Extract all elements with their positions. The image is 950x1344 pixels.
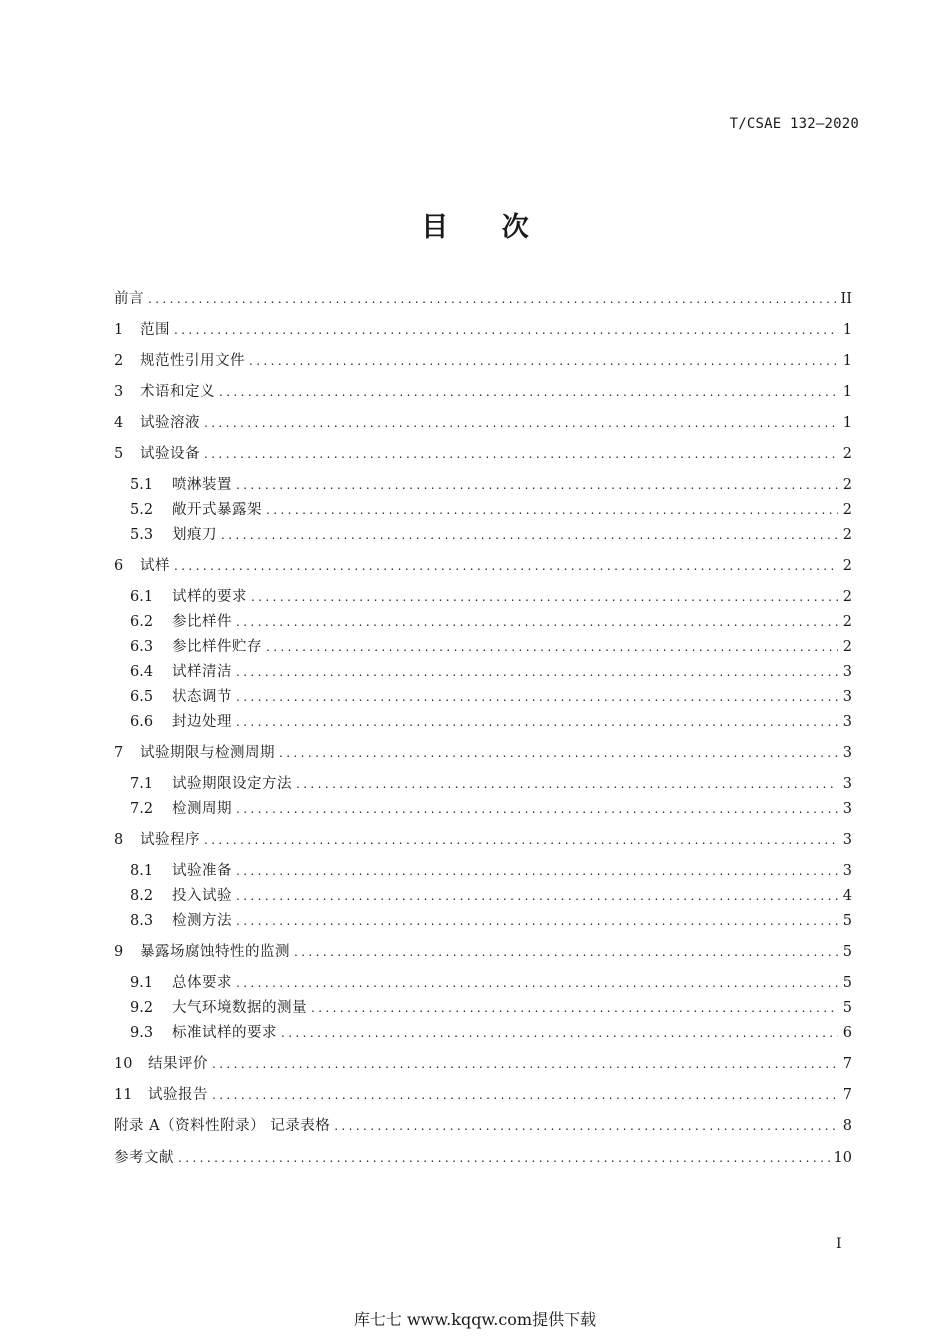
toc-entry-title: 试验程序 xyxy=(140,832,200,848)
toc-entry[interactable] xyxy=(114,288,852,310)
toc-entry-title: 划痕刀 xyxy=(172,527,217,543)
toc-entry-number: 6.4 xyxy=(130,664,154,680)
toc-entry[interactable] xyxy=(130,972,852,994)
toc-entry-title: 试样 xyxy=(140,558,170,574)
toc-leader-dots xyxy=(236,885,838,907)
toc-leader-dots xyxy=(251,586,838,608)
toc-entry-page: 2 xyxy=(842,446,852,462)
toc-entry-page: 5 xyxy=(842,944,852,960)
toc-leader-dots xyxy=(236,798,838,820)
toc-leader-dots xyxy=(174,319,838,341)
toc-entry-title: 术语和定义 xyxy=(140,384,215,400)
toc-entry-title: 参考文献 xyxy=(114,1150,174,1166)
toc-leader-dots xyxy=(204,412,838,434)
toc-entry-number: 5.2 xyxy=(130,502,154,518)
toc-entry-number: 6.3 xyxy=(130,639,154,655)
toc-entry-page: 7 xyxy=(842,1056,852,1072)
toc-entry-page: 6 xyxy=(842,1025,852,1041)
toc-entry[interactable] xyxy=(114,1084,852,1106)
toc-entry-page: 3 xyxy=(842,832,852,848)
toc-entry[interactable] xyxy=(130,524,852,546)
toc-entry-title: 检测周期 xyxy=(172,801,232,817)
toc-entry-number: 2 xyxy=(114,353,124,369)
toc-entry-page: 3 xyxy=(842,689,852,705)
toc-entry[interactable] xyxy=(130,611,852,633)
toc-entry-page: 3 xyxy=(842,714,852,730)
toc-entry-page: 2 xyxy=(842,527,852,543)
toc-entry-title: 试样的要求 xyxy=(172,589,247,605)
toc-entry-title: 总体要求 xyxy=(172,975,232,991)
toc-leader-dots xyxy=(266,499,838,521)
toc-entry[interactable] xyxy=(130,586,852,608)
toc-entry-title: 喷淋装置 xyxy=(172,477,232,493)
toc-entry-title: 状态调节 xyxy=(172,689,232,705)
toc-entry-title: 参比样件 xyxy=(172,614,232,630)
toc-entry-number: 11 xyxy=(114,1087,133,1103)
toc-entry-number: 5.3 xyxy=(130,527,154,543)
toc-leader-dots xyxy=(236,661,838,683)
toc-leader-dots xyxy=(279,742,838,764)
toc-entry[interactable] xyxy=(130,798,852,820)
toc-entry-title: 前言 xyxy=(114,291,144,307)
toc-entry-number: 8.3 xyxy=(130,913,154,929)
toc-leader-dots xyxy=(334,1115,838,1137)
toc-leader-dots xyxy=(236,474,838,496)
toc-entry[interactable] xyxy=(130,885,852,907)
toc-leader-dots xyxy=(266,636,838,658)
toc-entry[interactable] xyxy=(130,1022,852,1044)
toc-leader-dots xyxy=(236,711,838,733)
toc-entry[interactable] xyxy=(130,860,852,882)
toc-entry-title: 检测方法 xyxy=(172,913,232,929)
toc-entry-title: 试验溶液 xyxy=(140,415,200,431)
toc-entry[interactable] xyxy=(114,555,852,577)
toc-leader-dots xyxy=(219,381,838,403)
toc-entry-number: 7.1 xyxy=(130,776,154,792)
toc-entry-title: 范围 xyxy=(140,322,170,338)
toc-leader-dots xyxy=(221,524,838,546)
toc-entry-page: 7 xyxy=(842,1087,852,1103)
toc-entry-page: 1 xyxy=(842,322,852,338)
toc-entry-title: 结果评价 xyxy=(148,1056,208,1072)
toc-entry-title: 试验设备 xyxy=(140,446,200,462)
toc-entry-page: 1 xyxy=(842,384,852,400)
toc-leader-dots xyxy=(236,860,838,882)
toc-entry-number: 10 xyxy=(114,1056,133,1072)
toc-entry-page: 5 xyxy=(842,975,852,991)
toc-entry-number: 9.3 xyxy=(130,1025,154,1041)
toc-entry-page: 5 xyxy=(842,1000,852,1016)
toc-entry-page: 1 xyxy=(842,415,852,431)
toc-entry[interactable] xyxy=(130,711,852,733)
toc-leader-dots xyxy=(311,997,838,1019)
toc-entry-title: 大气环境数据的测量 xyxy=(172,1000,307,1016)
toc-entry-page: 5 xyxy=(842,913,852,929)
toc-entry-number: 6.1 xyxy=(130,589,154,605)
toc-entry-number: 8 xyxy=(114,832,124,848)
toc-entry-number: 9 xyxy=(114,944,124,960)
toc-entry-title: 试验期限与检测周期 xyxy=(140,745,275,761)
toc-leader-dots xyxy=(249,350,838,372)
toc-entry-number: 7.2 xyxy=(130,801,154,817)
toc-entry-page: 3 xyxy=(842,776,852,792)
toc-leader-dots xyxy=(212,1084,838,1106)
toc-entry[interactable] xyxy=(130,499,852,521)
toc-entry-page: 4 xyxy=(842,888,852,904)
toc-entry-number: 6.5 xyxy=(130,689,154,705)
toc-entry-title: 试验准备 xyxy=(172,863,232,879)
toc-entry-number: 3 xyxy=(114,384,124,400)
toc-entry[interactable] xyxy=(130,773,852,795)
toc-leader-dots xyxy=(236,910,838,932)
toc-entry-page: II xyxy=(840,291,852,307)
toc-entry-title: 试样清洁 xyxy=(172,664,232,680)
toc-entry[interactable] xyxy=(130,910,852,932)
toc-entry-title: 参比样件贮存 xyxy=(172,639,262,655)
toc-entry-title: 试验期限设定方法 xyxy=(172,776,292,792)
toc-entry[interactable] xyxy=(130,997,852,1019)
toc-leader-dots xyxy=(296,773,838,795)
toc-entry-number: 8.2 xyxy=(130,888,154,904)
toc-entry-number: 5 xyxy=(114,446,124,462)
toc-entry[interactable] xyxy=(114,350,852,372)
toc-entry-page: 3 xyxy=(842,863,852,879)
toc-entry-number: 6.6 xyxy=(130,714,154,730)
standard-code: T/CSAE 132—2020 xyxy=(729,116,859,132)
toc-entry-page: 2 xyxy=(842,614,852,630)
toc-entry[interactable] xyxy=(114,941,852,963)
toc-entry-number: 5.1 xyxy=(130,477,154,493)
toc-entry[interactable] xyxy=(130,636,852,658)
toc-leader-dots xyxy=(294,941,838,963)
toc-leader-dots xyxy=(204,829,838,851)
toc-entry[interactable] xyxy=(114,829,852,851)
toc-leader-dots xyxy=(174,555,838,577)
toc-entry-number: 9.1 xyxy=(130,975,154,991)
page-number: I xyxy=(836,1236,842,1252)
toc-entry-title: 试验报告 xyxy=(148,1087,208,1103)
toc-entry[interactable] xyxy=(114,412,852,434)
toc-entry-page: 3 xyxy=(842,664,852,680)
toc-leader-dots xyxy=(236,972,838,994)
toc-entry-page: 2 xyxy=(842,502,852,518)
toc-leader-dots xyxy=(281,1022,838,1044)
toc-entry-title: 封边处理 xyxy=(172,714,232,730)
toc-entry[interactable] xyxy=(114,1147,852,1169)
toc-entry-page: 2 xyxy=(842,558,852,574)
toc-entry-page: 2 xyxy=(842,589,852,605)
toc-leader-dots xyxy=(178,1147,830,1169)
toc-entry[interactable] xyxy=(130,686,852,708)
toc-entry-title: 标准试样的要求 xyxy=(172,1025,277,1041)
toc-leader-dots xyxy=(148,288,837,310)
toc-leader-dots xyxy=(212,1053,838,1075)
toc-entry[interactable] xyxy=(114,319,852,341)
toc-entry[interactable] xyxy=(114,1053,852,1075)
toc-entry[interactable] xyxy=(130,474,852,496)
toc-entry-page: 8 xyxy=(842,1118,852,1134)
toc-leader-dots xyxy=(236,686,838,708)
toc-entry-number: 9.2 xyxy=(130,1000,154,1016)
toc-entry-number: 1 xyxy=(114,322,124,338)
watermark-text: 库七七 www.kqqw.com提供下载 xyxy=(353,1310,597,1329)
toc-entry-number: 6 xyxy=(114,558,124,574)
toc-entry-page: 3 xyxy=(842,801,852,817)
toc-entry[interactable] xyxy=(114,742,852,764)
toc-leader-dots xyxy=(204,443,838,465)
toc-entry[interactable] xyxy=(114,443,852,465)
toc-entry[interactable] xyxy=(114,381,852,403)
toc-entry-number: 6.2 xyxy=(130,614,154,630)
toc-entry-title: 暴露场腐蚀特性的监测 xyxy=(140,944,290,960)
toc-entry-number: 8.1 xyxy=(130,863,154,879)
toc-entry-page: 2 xyxy=(842,639,852,655)
toc-entry-number: 7 xyxy=(114,745,124,761)
toc-leader-dots xyxy=(236,611,838,633)
toc-entry[interactable] xyxy=(130,661,852,683)
toc-entry-title: 敞开式暴露架 xyxy=(172,502,262,518)
toc-entry-page: 10 xyxy=(833,1150,852,1166)
toc-entry-title: 投入试验 xyxy=(172,888,232,904)
toc-entry-number: 4 xyxy=(114,415,124,431)
page-title: 目 次 xyxy=(421,212,551,243)
toc-entry-page: 1 xyxy=(842,353,852,369)
toc-entry[interactable] xyxy=(114,1115,852,1137)
toc-entry-page: 2 xyxy=(842,477,852,493)
toc-entry-title: 附录 A（资料性附录） 记录表格 xyxy=(114,1118,331,1134)
toc-entry-title: 规范性引用文件 xyxy=(140,353,245,369)
toc-entry-page: 3 xyxy=(842,745,852,761)
